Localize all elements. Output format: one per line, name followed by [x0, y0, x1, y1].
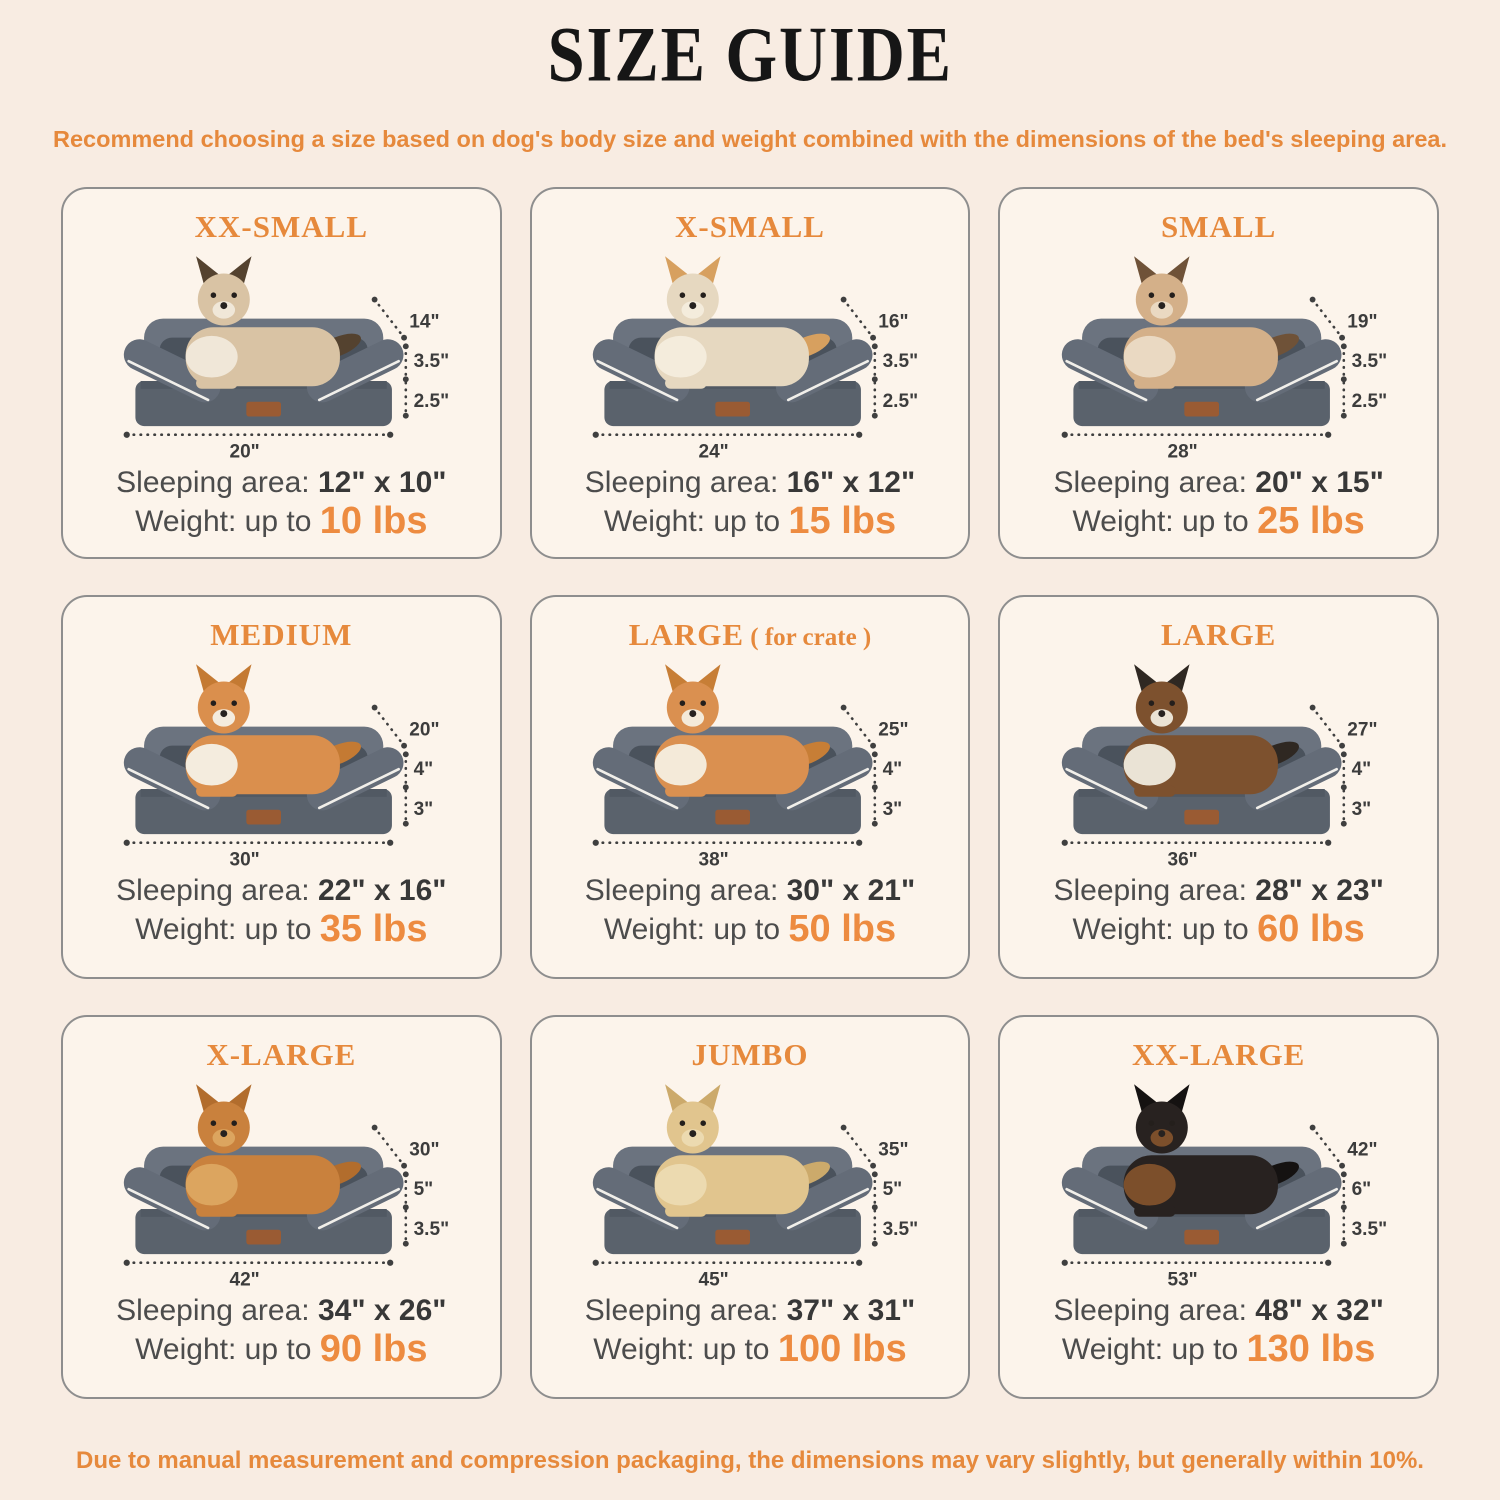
- dim-base-height: 3.5": [882, 1219, 919, 1240]
- dim-base-height: 2.5": [1351, 391, 1387, 412]
- dim-bolster-height: 3.5": [413, 351, 450, 373]
- weight-value: 60 lbs: [1257, 908, 1365, 950]
- bed-photo: [77, 1079, 485, 1287]
- weight-value: 100 lbs: [777, 1328, 907, 1370]
- size-card: [61, 187, 502, 559]
- page-title: SIZE GUIDE: [547, 12, 953, 99]
- sleeping-area-line: [1010, 466, 1427, 500]
- size-name: JUMBO: [691, 1037, 809, 1072]
- header-subtitle: Recommend choosing a size based on dog's body size and weight combined with the dimensions of the bed's sleeping area.: [53, 126, 1447, 152]
- dim-base-height: 3.5": [1351, 1219, 1387, 1240]
- size-card-title: [73, 1037, 490, 1073]
- sleeping-area-value: 37" x 31": [786, 1294, 916, 1327]
- sleeping-area-line: [1010, 874, 1427, 908]
- sleeping-area-value: 28" x 23": [1255, 874, 1384, 907]
- sleeping-area-label: Sleeping area:: [584, 874, 779, 907]
- bed-photo: [546, 251, 954, 459]
- up-to-label: up to: [713, 913, 781, 946]
- size-grid: [61, 187, 1439, 1399]
- size-name: SMALL: [1161, 209, 1277, 244]
- size-card: [530, 595, 971, 979]
- brand-label-patch: [715, 810, 750, 825]
- sleeping-area-label: Sleeping area:: [1053, 874, 1247, 907]
- bed-photo: [546, 1079, 954, 1287]
- weight-label: Weight:: [135, 1333, 237, 1366]
- sleeping-area-value: 48" x 32": [1255, 1294, 1384, 1327]
- dim-back-width: 16": [878, 311, 909, 333]
- size-name: X-LARGE: [206, 1037, 357, 1072]
- size-card: [998, 595, 1439, 979]
- weight-label: Weight:: [1061, 1333, 1164, 1366]
- sleeping-area-label: Sleeping area:: [116, 874, 310, 907]
- size-name: LARGE: [628, 617, 744, 652]
- sleeping-area-value: 20" x 15": [1255, 466, 1384, 499]
- dim-bed-width: 36": [1167, 849, 1198, 867]
- size-card-title: [542, 617, 959, 653]
- dim-base-height: 3": [1351, 799, 1371, 820]
- size-card-title: [73, 209, 490, 245]
- dim-back-width: 30": [409, 1139, 440, 1161]
- sleeping-area-line: [73, 1294, 490, 1328]
- dim-bed-width: 24": [698, 441, 729, 459]
- size-name-suffix: ( for crate ): [744, 624, 872, 651]
- size-name: XX-LARGE: [1131, 1037, 1306, 1072]
- brand-label-patch: [247, 402, 282, 417]
- sleeping-area-line: [1010, 1294, 1427, 1328]
- sleeping-area-value: 22" x 16": [317, 874, 447, 907]
- brand-label-patch: [1184, 810, 1219, 825]
- sleeping-area-label: Sleeping area:: [116, 466, 310, 499]
- weight-value: 50 lbs: [788, 908, 897, 950]
- bed-photo: [1015, 1079, 1423, 1287]
- weight-label: Weight:: [593, 1333, 695, 1366]
- dim-bolster-height: 4": [413, 759, 434, 781]
- sleeping-area-label: Sleeping area:: [584, 1294, 779, 1327]
- weight-line: [542, 1328, 959, 1371]
- dim-base-height: 3.5": [413, 1219, 450, 1240]
- weight-value: 25 lbs: [1257, 500, 1365, 542]
- dim-back-width: 27": [1346, 719, 1378, 741]
- weight-line: [73, 908, 490, 951]
- size-name: XX-SMALL: [194, 209, 368, 244]
- size-name: X-SMALL: [675, 209, 825, 244]
- dim-bolster-height: 5": [882, 1179, 903, 1201]
- brand-label-patch: [247, 1230, 282, 1245]
- weight-line: [73, 500, 490, 543]
- up-to-label: up to: [244, 1333, 312, 1366]
- dim-bed-width: 42": [229, 1269, 261, 1287]
- dim-bolster-height: 6": [1351, 1179, 1371, 1201]
- size-card-title: [1010, 1037, 1427, 1073]
- sleeping-area-value: 12" x 10": [317, 466, 447, 499]
- weight-value: 15 lbs: [788, 500, 897, 542]
- dim-back-width: 42": [1346, 1139, 1378, 1161]
- weight-value: 35 lbs: [319, 908, 428, 950]
- weight-label: Weight:: [135, 913, 237, 946]
- weight-label: Weight:: [603, 505, 705, 538]
- weight-label: Weight:: [603, 913, 705, 946]
- header: [0, 0, 1500, 153]
- up-to-label: up to: [1182, 913, 1249, 946]
- sleeping-area-line: [542, 466, 959, 500]
- up-to-label: up to: [1171, 1333, 1239, 1366]
- dim-bed-width: 38": [698, 849, 729, 867]
- weight-value: 130 lbs: [1246, 1328, 1376, 1370]
- brand-label-patch: [715, 402, 750, 417]
- dim-back-width: 35": [878, 1139, 909, 1161]
- dim-base-height: 3": [413, 799, 434, 820]
- sleeping-area-label: Sleeping area:: [1053, 1294, 1247, 1327]
- size-card-title: [73, 617, 490, 653]
- size-card-title: [1010, 617, 1427, 653]
- weight-line: [1010, 1328, 1427, 1371]
- size-card: [61, 1015, 502, 1399]
- brand-label-patch: [247, 810, 282, 825]
- dim-bolster-height: 4": [1351, 759, 1371, 781]
- size-card: [61, 595, 502, 979]
- dim-bolster-height: 3.5": [882, 351, 919, 373]
- bed-photo: [1015, 659, 1423, 867]
- weight-value: 10 lbs: [319, 500, 428, 542]
- dim-back-width: 20": [409, 719, 440, 741]
- sleeping-area-line: [73, 466, 490, 500]
- sleeping-area-line: [542, 874, 959, 908]
- sleeping-area-label: Sleeping area:: [584, 466, 779, 499]
- dim-bed-width: 45": [698, 1269, 729, 1287]
- size-card: [530, 1015, 971, 1399]
- sleeping-area-line: [73, 874, 490, 908]
- dim-bed-width: 20": [229, 441, 261, 459]
- dim-bolster-height: 5": [413, 1179, 434, 1201]
- sleeping-area-label: Sleeping area:: [116, 1294, 310, 1327]
- size-card-title: [542, 209, 959, 245]
- weight-label: Weight:: [135, 505, 237, 538]
- sleeping-area-value: 30" x 21": [786, 874, 916, 907]
- dim-back-width: 19": [1346, 311, 1378, 333]
- size-name: LARGE: [1161, 617, 1277, 652]
- up-to-label: up to: [1182, 505, 1249, 538]
- weight-line: [1010, 908, 1427, 951]
- bed-photo: [77, 251, 485, 459]
- up-to-label: up to: [713, 505, 781, 538]
- dim-base-height: 2.5": [413, 391, 450, 412]
- weight-label: Weight:: [1072, 505, 1174, 538]
- weight-label: Weight:: [1072, 913, 1174, 946]
- weight-line: [542, 500, 959, 543]
- up-to-label: up to: [244, 505, 312, 538]
- brand-label-patch: [715, 1230, 750, 1245]
- size-card: [530, 187, 971, 559]
- weight-line: [542, 908, 959, 951]
- sleeping-area-label: Sleeping area:: [1053, 466, 1247, 499]
- up-to-label: up to: [244, 913, 312, 946]
- brand-label-patch: [1184, 402, 1219, 417]
- size-card-title: [542, 1037, 959, 1073]
- up-to-label: up to: [702, 1333, 770, 1366]
- bed-photo: [546, 659, 954, 867]
- sleeping-area-value: 34" x 26": [317, 1294, 447, 1327]
- brand-label-patch: [1184, 1230, 1219, 1245]
- size-name: MEDIUM: [210, 617, 353, 652]
- size-card: [998, 1015, 1439, 1399]
- dim-back-width: 14": [409, 311, 440, 333]
- dim-base-height: 2.5": [882, 391, 919, 412]
- dim-base-height: 3": [882, 799, 903, 820]
- size-card-title: [1010, 209, 1427, 245]
- size-card: [998, 187, 1439, 559]
- dim-bolster-height: 3.5": [1351, 351, 1387, 373]
- sleeping-area-line: [542, 1294, 959, 1328]
- bed-photo: [1015, 251, 1423, 459]
- sleeping-area-value: 16" x 12": [786, 466, 916, 499]
- dim-bed-width: 28": [1167, 441, 1198, 459]
- dim-bed-width: 53": [1167, 1269, 1198, 1287]
- bed-photo: [77, 659, 485, 867]
- weight-value: 90 lbs: [319, 1328, 428, 1370]
- dim-bolster-height: 4": [882, 759, 903, 781]
- footer-note: Due to manual measurement and compression packaging, the dimensions may vary slightly, but generally within 10%.: [76, 1447, 1424, 1474]
- dim-bed-width: 30": [229, 849, 261, 867]
- dim-back-width: 25": [878, 719, 909, 741]
- weight-line: [73, 1328, 490, 1371]
- weight-line: [1010, 500, 1427, 543]
